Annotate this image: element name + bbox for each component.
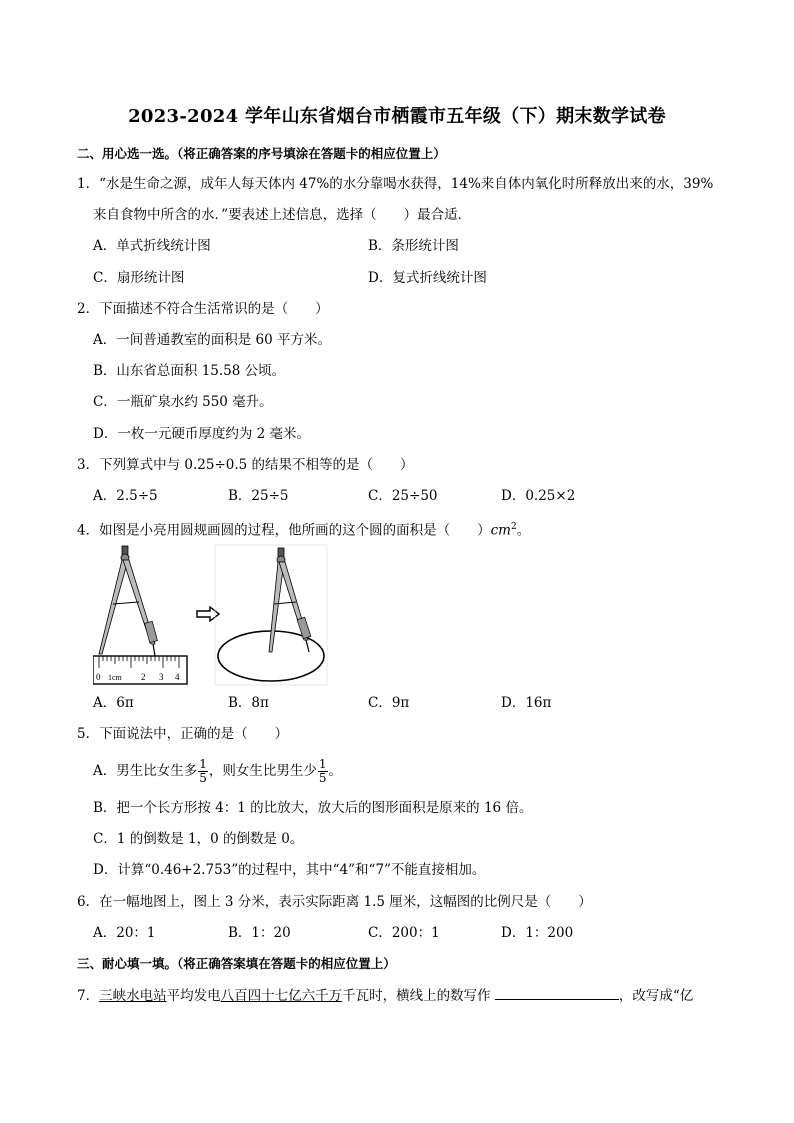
q2-option-a[interactable]: A．一间普通教室的面积是 60 平方米。 — [93, 332, 332, 348]
q2-option-b[interactable]: B．山东省总面积 15.58 公顷。 — [93, 363, 286, 379]
frac-den: 5 — [318, 771, 327, 785]
ruler-tick-3: 3 — [159, 672, 164, 682]
q6-option-b[interactable]: B．1：20 — [228, 925, 291, 941]
q7-underlined-2: 八百四十七亿六千万 — [220, 988, 343, 1004]
q5-option-c[interactable]: C．1 的倒数是 1，0 的倒数是 0。 — [93, 831, 304, 847]
section-3-heading: 三、耐心填一填。（将正确答案填在答题卡的相应位置上） — [77, 956, 396, 971]
q5-option-b[interactable]: B．把一个长方形按 4：1 的比放大，放大后的图形面积是原来的 16 倍。 — [93, 800, 533, 816]
ruler-tick-4: 4 — [175, 672, 180, 682]
compass-with-ruler-figure — [93, 544, 189, 686]
ruler-tick-1cm: 1cm — [108, 673, 122, 682]
q5-option-d[interactable]: D．计算“0.46+2.753”的过程中，其中“4”和“7”不能直接相加。 — [93, 862, 486, 878]
q4-stem-end: 。 — [516, 522, 531, 539]
q7-underlined-1: 三峡水电站 — [99, 988, 167, 1004]
q4-option-c[interactable]: C．9π — [368, 695, 410, 711]
q7-answer-blank[interactable] — [495, 985, 619, 1000]
q5-option-a-pre: A．男生比女生多 — [93, 763, 198, 779]
q1-option-a[interactable]: A．单式折线统计图 — [93, 238, 211, 254]
q4-unit: cm — [490, 522, 511, 539]
frac-num: 1 — [199, 757, 207, 771]
q6-option-d[interactable]: D．1：200 — [501, 925, 574, 941]
q4-unit-exponent: 2 — [510, 522, 517, 532]
q6-option-c[interactable]: C．200：1 — [368, 925, 440, 941]
q7-mid2: 千瓦时，横线上的数写作 — [342, 988, 495, 1004]
q4-stem-text: 4．如图是小亮用圆规画圆的过程，他所画的这个圆的面积是（ ） — [77, 522, 491, 539]
q4-option-a[interactable]: A．6π — [93, 695, 134, 711]
ruler-tick-2: 2 — [141, 672, 146, 682]
q3-option-b[interactable]: B．25÷5 — [228, 488, 289, 504]
q6-stem: 6．在一幅地图上，图上 3 分米，表示实际距离 1.5 厘米，这幅图的比例尺是（ ） — [77, 894, 592, 910]
q1-option-b[interactable]: B．条形统计图 — [368, 238, 459, 254]
fraction-one-fifth — [318, 758, 328, 785]
q5-stem: 5．下面说法中，正确的是（ ） — [77, 726, 289, 742]
q7-mid1: 平均发电 — [166, 988, 221, 1004]
q4-option-d[interactable]: D．16π — [501, 695, 552, 711]
q3-option-c[interactable]: C．25÷50 — [368, 488, 438, 504]
q1-option-c[interactable]: C．扇形统计图 — [93, 270, 185, 286]
q2-option-c[interactable]: C．一瓶矿泉水约 550 毫升。 — [93, 394, 273, 410]
q5-option-a-mid: ，则女生比男生少 — [208, 763, 317, 779]
q7-pre: 7． — [77, 988, 100, 1004]
q7-post: ，改写成“亿 — [618, 988, 694, 1004]
q3-option-a[interactable]: A．2.5÷5 — [93, 488, 158, 504]
q4-stem — [77, 517, 530, 541]
q2-stem: 2．下面描述不符合生活常识的是（ ） — [77, 301, 329, 317]
frac-num: 1 — [318, 757, 327, 771]
fraction-one-fifth — [198, 758, 208, 785]
section-2-heading: 二、用心选一选。（将正确答案的序号填涂在答题卡的相应位置上） — [77, 146, 446, 161]
q3-option-d[interactable]: D．0.25×2 — [501, 488, 576, 504]
q3-stem: 3．下列算式中与 0.25÷0.5 的结果不相等的是（ ） — [77, 457, 414, 473]
q5-option-a[interactable] — [93, 758, 342, 785]
q2-option-d[interactable]: D．一枚一元硬币厚度约为 2 毫米。 — [93, 426, 310, 442]
q1-stem-line1: 1．“水是生命之源，成年人每天体内 47%的水分靠喝水获得，14%来自体内氧化时所释放出来的水，39% — [77, 176, 714, 192]
q4-option-b[interactable]: B．8π — [228, 695, 269, 711]
compass-drawing-circle-figure — [214, 544, 328, 686]
page-title: 2023-2024 学年山东省烟台市栖霞市五年级（下）期末数学试卷 — [128, 106, 666, 127]
frac-den: 5 — [199, 771, 207, 785]
q1-stem-line2: 来自食物中所含的水．”要表述上述信息，选择（ ）最合适． — [93, 207, 472, 223]
ruler-tick-0: 0 — [96, 672, 101, 682]
q6-option-a[interactable]: A．20：1 — [93, 925, 156, 941]
q5-option-a-end: 。 — [328, 763, 343, 779]
q1-option-d[interactable]: D．复式折线统计图 — [368, 270, 487, 286]
q7-stem — [77, 985, 693, 1006]
